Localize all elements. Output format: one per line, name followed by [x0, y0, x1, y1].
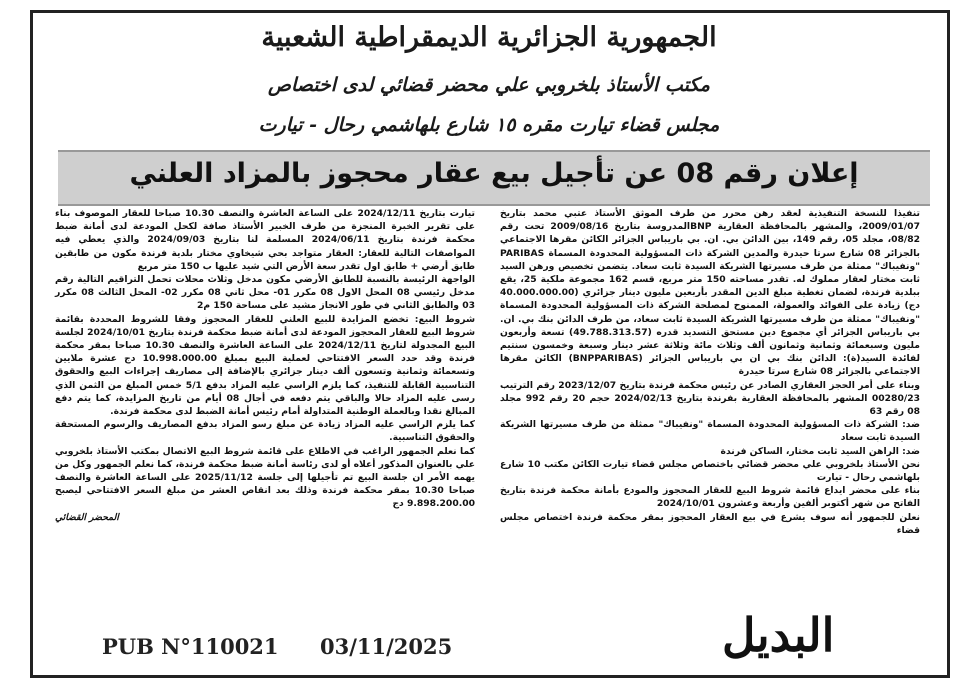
- paragraph: الواجهة الرئيسة بالنسبة للطابق الأرضي مكون مدخل وثلاث محلات تحمل التراقيم التالية رقم مدخل رئيسي 08 المحل الاول 08 مكرر 01- محل ثاني 08 مكرر 02- المحل الثالث 08 مكرر 03 والطابق الثاني في طور الانجاز مشيد على مساحة 150 م2: [55, 274, 476, 312]
- right-column: [500, 207, 920, 537]
- paragraph: شروط البيع: تخضع المزايدة للبيع العلني للعقار المحجوز وفقا للشروط المحددة بقائمة شروط البيع للعقار المحجوز المودعة لدى أمانة ضبط محكمة فرندة بتاريخ 2024/10/01 لجلسة البيع المجدولة لتاريخ 2024/12/11 على الساعة العاشرة والنصف 10.30 صباحا بمقر محكمة فرندة وقد حدد السعر الافتتاحي لعملية البيع بمبلغ 10.998.000.00 دج عشرة ملايين وتسعمائة وثمانية وتسعون ألف دينار جزائري بالإضافة إلى مصاريف إجراءات البيع والحقوق التناسبية القابلة للتنفيذ، كما يلزم الراسي عليه المزاد بدفع 5/1 خمس المبلغ من الثمن الذي رسى عليه المزاد حالا والباقي يتم دفعه في أجال 08 أيام من تاريخ المزايدة، كما يتم دفع المبالغ نقدا وبالعملة الوطنية المتداولة أمام رئيس أمانة الضبط لدى محكمة فرندة.: [55, 313, 475, 418]
- paragraph: نعلن للجمهور أنه سوف يشرع في بيع العقار المحجوز بمقر محكمة فرندة اختصاص مجلس قضاء: [500, 511, 920, 536]
- announcement-title: إعلان رقم 08 عن تأجيل بيع عقار محجوز بالمزاد العلني: [129, 158, 859, 189]
- title-band: [58, 150, 930, 206]
- republic-header: الجمهورية الجزائرية الديمقراطية الشعبية: [261, 22, 717, 53]
- paragraph: ضد: الشركة ذات المسؤولية المحدودة المسماة "ونفيباك" ممثلة من طرف مسيرتها الشريكة السيدة ثابت سعاد: [500, 419, 920, 444]
- bailiff-office-header: مكتب الأستاذ بلخروبي علي محضر قضائي لدى اختصاص: [268, 74, 710, 96]
- paragraph: بناء على محضر ايداع قائمة شروط البيع للعقار المحجوز والمودع بأمانة محكمة فرندة بتاريخ الفاتح من شهر أكتوبر ألفين وأربعة وعشرون 2024/10/01: [500, 485, 920, 510]
- paragraph: وبناء على أمر الحجز العقاري الصادر عن رئيس محكمة فرندة بتاريخ 2023/12/07 رقم الترتيب 00280/23 المشهر بالمحافظة العقارية بفرندة بتاريخ 2024/02/13 حجم 20 رقم 992 مجلد 08 رقم 63: [500, 379, 920, 418]
- paragraph: تنفيذا للنسخة التنفيذية لعقد رهن محرر من طرف الموثق الأستاذ عتبي محمد بتاريخ 2009/01/07، والمشهر بالمحافظة العقارية BNPالمدروسة بتاريخ 2009/08/16 تحت رقم 08/82، مجلد 05، رقم 149، بين الدائن بي. ان. بي باريباس الجزائر الكائن مقرها الاجتماعي بالجزائر 08 شارع سرتا حيدرة والمدين الشركة ذات المسؤولية المحدودة المسماة PARIBAS "ونفيباك" ممثلة من طرف مسيرتها الشريكة السيدة ثابت سعاد. يتضمن تخصيص ورهن السيد ثابت مختار لعقار مملوك له. تقدر مساحته 150 متر مربع، قسم 162 مجموعة ملكية 25، يقع ببلدية فرندة، لضمان تغطية مبلغ الدين المقدر بأربعين مليون دينار جزائري (40.000.000.00 دج) زيادة على الفوائد والعمولة، الممنوح لمصلحة الشركة ذات المسؤولية المحدودة المسماة "ونفيباك" ممثلة من طرف مسيرتها الشريكة السيدة ثابت سعاد، من طرف الدائن بنك بي. ان. بي باريباس الجزائر أي مجموع دين مستحق التسديد قدره (49.788.313.57) تسعة وأربعون مليون وسبعمائة وثمانية وثمانون ألف وثلاث مائة وثلاثة عشر دينار وسبعة وخمسون سنتيم لفائدة السيد(ة): الدائن بنك بي ان بي باريباس الجزائر (BNPPARIBAS) الكائن مقرها الاجتماعي بالجزائر 08 شارع سرتا حيدرة: [500, 208, 920, 378]
- notary-signature: المحضر القضائي: [55, 511, 119, 523]
- pub-number: PUB N°110021: [102, 634, 279, 659]
- paragraph: تيارت بتاريخ 2024/12/11 على الساعة العاشرة والنصف 10.30 صباحا للعقار الموصوف بناء على تقرير الخبرة المنجزة من طرف الخبير الأستاذ صافة لكحل المودعة لدى أمانة ضبط محكمة فرندة بتاريخ 2024/06/11 المسلمة لنا بتاريخ 2024/09/03 والذي يعطي فيه المواصفات التالية للعقار: العقار متواجد بحي شيخاوي مختار بلدية فرندة مكون من طابقين طابق أرضي + طابق اول تقدر سعة الأرض التي شيد عليها ب 150 متر مربع: [55, 208, 476, 272]
- publication-date: 03/11/2025: [320, 634, 453, 659]
- paragraph: كما يلزم الراسي عليه المزاد زيادة عن مبلغ رسو المزاد بدفع المصاريف والرسوم المستحقة والحقوق التناسبية.: [55, 419, 475, 444]
- newspaper-name: البديل: [722, 608, 835, 662]
- paragraph: نحن الأستاذ بلخروبي علي محضر قضائي باختصاص مجلس قضاء تيارت الكائن مكتب 10 شارع بلهاشمي رحال - تيارت: [500, 458, 920, 484]
- court-header: مجلس قضاء تيارت مقره ١٥ شارع بلهاشمي رحال - تيارت: [258, 114, 720, 136]
- paragraph: ضد: الراهن السيد ثابت مختار، الساكن فرندة: [720, 445, 920, 457]
- left-column: [55, 207, 475, 524]
- paragraph: كما نعلم الجمهور الراغب في الاطلاع على قائمة شروط البيع الاتصال بمكتب الأستاذ بلخروبي علي بالعنوان المذكور أعلاه أو لدى رئاسة أمانة ضبط محكمة فرندة، كما نعلم الجمهور وكل من يهمه الأمر ان جلسة البيع تم تأجيلها إلى جلسة 2025/11/12 على الساعة العاشرة والنصف صباحا 10.30 بمقر محكمة فرندة وذلك بعد انقاص العشر من مبلغ السعر الافتتاحي ليصبح 9.898.200.00 دج: [55, 445, 476, 510]
